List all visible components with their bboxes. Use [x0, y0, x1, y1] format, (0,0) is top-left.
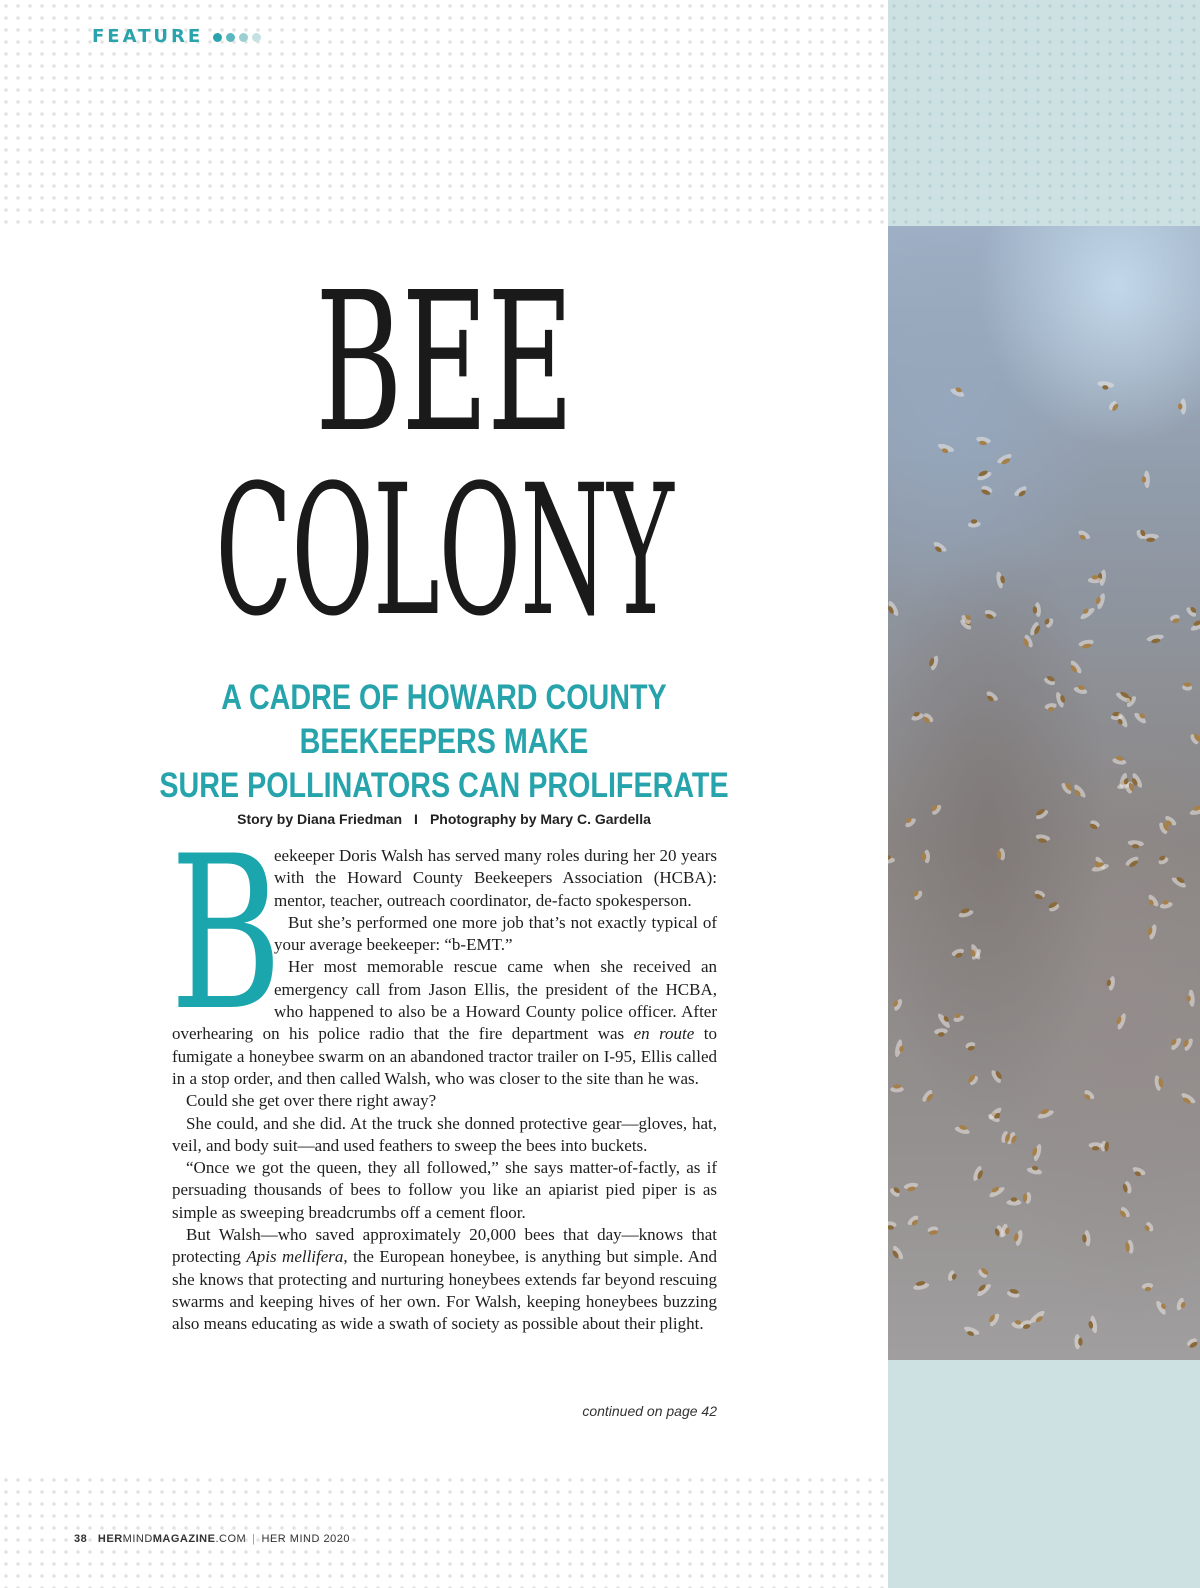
bee	[1073, 684, 1089, 696]
bee	[1159, 899, 1174, 910]
bottom-dot-pattern	[0, 1474, 888, 1588]
bee	[1030, 1143, 1042, 1162]
section-dots	[213, 27, 265, 46]
headline-line-2: COLONY	[215, 447, 673, 656]
bee	[1186, 1337, 1200, 1350]
paragraph-text: “Once we got the queen, they all followed,” she says matter-of-factly, as if persuading thousands of bees to follow you like an apiarist pied piper is as simple as sweeping breadcrumbs off a cement floor.	[172, 1158, 717, 1222]
site-com: .COM	[215, 1533, 247, 1545]
continued-note: continued on page 42	[582, 1403, 717, 1419]
byline	[0, 811, 888, 827]
bee	[936, 442, 955, 455]
story-credit: Story by Diana Friedman	[237, 811, 403, 827]
bee	[977, 1266, 990, 1279]
bee	[1067, 659, 1083, 676]
bee	[1127, 839, 1144, 849]
page-footer	[74, 1533, 350, 1545]
section-dot	[252, 33, 261, 42]
site-her: HER	[97, 1533, 123, 1545]
bee	[1044, 702, 1057, 712]
bee	[921, 1088, 936, 1104]
bee	[987, 1311, 1001, 1328]
bee	[934, 1028, 948, 1037]
bee	[984, 690, 1000, 705]
bee	[1043, 616, 1055, 629]
bee	[1043, 674, 1057, 686]
bee	[1036, 1107, 1055, 1121]
bee	[929, 802, 943, 816]
bee	[1088, 819, 1101, 831]
bee	[962, 1325, 980, 1338]
paragraph-text: Could she get over there right away?	[186, 1091, 437, 1111]
bee	[957, 907, 974, 919]
bee	[1124, 1239, 1134, 1254]
paragraph-text: She could, and she did. At the truck she donned protective gear—gloves, hat, veil, and body suit—and used feathers to sweep the bees into buckets.	[172, 1113, 717, 1155]
bee	[951, 947, 966, 959]
bee	[952, 1012, 965, 1023]
bee	[1047, 901, 1061, 913]
bee	[1087, 1315, 1098, 1334]
subheadline	[60, 676, 828, 808]
bee	[1133, 710, 1149, 726]
bee	[1082, 1230, 1092, 1247]
paragraph-text: But she’s performed one more job that’s not exactly typical of your average beekeeper: “b-EMT.”	[274, 912, 717, 955]
bee	[889, 1244, 905, 1262]
page-number: 38	[74, 1533, 88, 1545]
bee	[1094, 592, 1107, 610]
byline-separator: I	[414, 811, 418, 827]
bee	[1131, 1165, 1147, 1178]
bee	[1089, 1142, 1103, 1150]
bee	[987, 1183, 1006, 1199]
bee	[965, 1041, 977, 1052]
subheadline-line-1: A CADRE OF HOWARD COUNTY BEEKEEPERS MAKE	[221, 678, 667, 761]
bee	[921, 712, 935, 726]
bee	[1105, 975, 1115, 991]
bee	[1175, 1297, 1187, 1312]
bee	[1141, 1282, 1154, 1292]
bee	[1006, 1197, 1021, 1205]
bee	[1186, 989, 1196, 1007]
bee	[1006, 1288, 1021, 1299]
bee	[1146, 633, 1165, 644]
italic-text: en route	[633, 1024, 695, 1044]
bee	[967, 1073, 980, 1086]
bee	[1182, 682, 1193, 691]
bee	[983, 609, 997, 621]
bee	[1026, 1164, 1043, 1175]
bee	[1189, 732, 1200, 746]
right-band-top	[888, 0, 1200, 226]
bee	[888, 600, 900, 618]
site-mind: MIND	[122, 1533, 153, 1545]
paragraph-text: Her most memorable rescue came when she received an emergency call from Jason Ellis, the president of the HCBA, who happened to also be a Howard County police officer. After overhearing on his police radio that the fire department was	[172, 957, 717, 1044]
bee	[947, 1270, 958, 1283]
bee	[927, 1226, 939, 1236]
footer-separator: |	[252, 1533, 256, 1545]
paragraph	[172, 1113, 717, 1158]
bee	[1124, 855, 1141, 869]
bee	[1169, 613, 1181, 624]
bee	[967, 519, 980, 528]
bee	[980, 485, 994, 497]
bee	[894, 1039, 906, 1058]
bee	[1114, 1012, 1128, 1031]
bee	[1078, 604, 1096, 621]
section-dot	[213, 33, 222, 42]
paragraph-text: to fumigate a honeybee swarm on an abandoned tractor trailer on I-95, Ellis called in a stop order, and then called Walsh, who was closer to the site than he was.	[172, 1024, 717, 1088]
right-band-bottom	[888, 1360, 1200, 1588]
bee	[1156, 854, 1169, 866]
bee	[1168, 1035, 1183, 1051]
bee	[1107, 400, 1120, 413]
paragraph-text: eekeeper Doris Walsh has served many roles during her 20 years with the Howard County Beekeepers Association (HCBA): mentor, teacher, outreach coordinator, de-facto spokesperson.	[274, 846, 717, 910]
bee	[927, 654, 939, 671]
paragraph-text: But Walsh—who saved approximately 20,000 bees that day—knows that protecting	[172, 1225, 717, 1267]
bee	[975, 468, 992, 482]
bee	[1112, 755, 1127, 766]
italic-text: Apis mellifera	[246, 1247, 344, 1267]
bee	[1033, 807, 1049, 821]
bee	[910, 710, 925, 722]
bee	[1141, 470, 1150, 488]
subheadline-line-2: SURE POLLINATORS CAN PROLIFERATE	[159, 766, 729, 805]
bee	[1097, 380, 1115, 390]
bee	[1146, 923, 1158, 940]
bee	[1021, 634, 1034, 650]
bee	[990, 1068, 1005, 1085]
drop-cap: B	[170, 810, 283, 1057]
bee	[1188, 804, 1200, 817]
paragraph-text: , the European honeybee, is anything but simple. And she knows that protecting and nurturing honeybees extends far beyond rescuing swarms and keeping hives of her own. For Walsh, keeping honeybees buzzing also means educating as wide a swath of society as possible about their plight.	[172, 1247, 717, 1334]
bee	[996, 848, 1006, 861]
bee	[912, 1280, 930, 1291]
bee	[1032, 602, 1041, 617]
bee	[1189, 617, 1200, 632]
bee-swarm-graphic	[888, 226, 1200, 1360]
bee	[1082, 1089, 1096, 1103]
bee	[949, 385, 966, 399]
paragraph	[172, 1157, 717, 1224]
bee	[891, 997, 904, 1012]
bee	[1121, 1180, 1132, 1194]
bee	[1022, 1192, 1031, 1204]
paragraph	[172, 1090, 717, 1112]
section-dot	[226, 33, 235, 42]
bee	[931, 540, 948, 555]
bee	[995, 571, 1006, 589]
bee	[1035, 833, 1051, 844]
bee	[1154, 1075, 1165, 1092]
bee	[922, 850, 931, 864]
bee	[972, 1165, 986, 1183]
bee	[1028, 1309, 1047, 1326]
bee	[1033, 889, 1046, 901]
bee	[996, 452, 1014, 467]
bee	[1179, 1091, 1197, 1107]
section-dot	[239, 33, 248, 42]
bee	[1118, 1205, 1132, 1220]
bee	[888, 855, 895, 864]
bee	[1060, 780, 1075, 796]
headline-line-1: BEE	[315, 252, 573, 475]
section-label-text: FEATURE	[92, 25, 204, 47]
bee	[1076, 529, 1092, 543]
issue-label: HER MIND 2020	[261, 1533, 350, 1545]
bee	[936, 1011, 953, 1030]
photo-credit: Photography by Mary C. Gardella	[429, 811, 651, 827]
bee	[1170, 874, 1188, 890]
bee	[903, 1182, 919, 1193]
bee	[888, 1221, 897, 1231]
bee	[975, 436, 991, 447]
site-magazine: MAGAZINE	[152, 1533, 216, 1545]
bee	[889, 1185, 903, 1198]
bee-swarm-photo	[888, 226, 1200, 1360]
bee	[1078, 639, 1095, 650]
bee	[890, 1084, 904, 1092]
bee	[1145, 893, 1160, 909]
paragraph	[172, 1224, 717, 1335]
bee	[1143, 1221, 1155, 1234]
bee	[1154, 1298, 1169, 1316]
bee	[1185, 604, 1199, 618]
bee	[1012, 1229, 1023, 1247]
bee	[1013, 484, 1029, 499]
bee	[911, 888, 924, 901]
bee	[1074, 1334, 1082, 1349]
bee	[1181, 1036, 1194, 1052]
bee	[906, 1214, 921, 1229]
bee	[1029, 621, 1043, 638]
section-label	[92, 22, 265, 50]
bee	[1178, 398, 1186, 414]
bee	[974, 1281, 992, 1298]
bee	[1071, 783, 1088, 801]
bee	[903, 815, 918, 829]
bee	[954, 1123, 971, 1135]
